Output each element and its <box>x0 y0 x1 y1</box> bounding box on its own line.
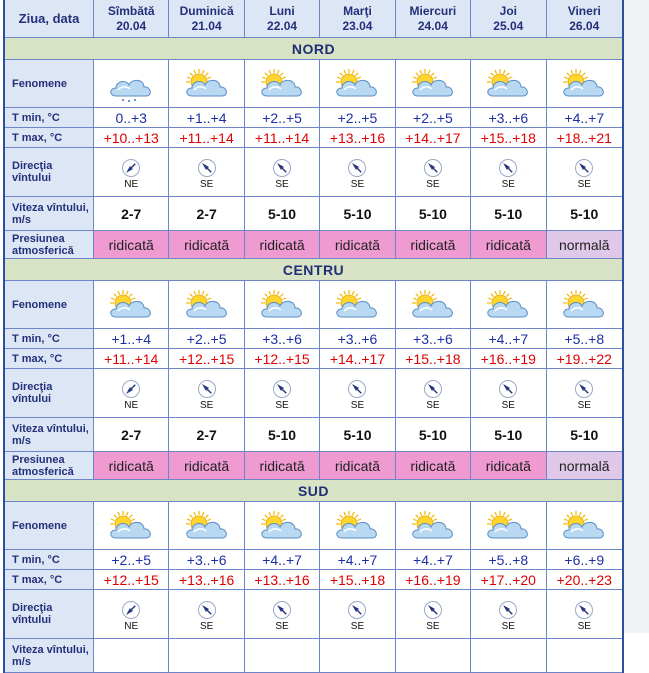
wind-direction-value: NE <box>124 399 139 411</box>
wind-speed-value: 5-10 <box>547 418 622 452</box>
compass-arrow-icon <box>396 158 470 178</box>
wind-direction-value: SE <box>275 399 289 411</box>
day-header <box>396 0 471 38</box>
day-header <box>471 0 546 38</box>
pressure-value: normală <box>547 231 622 259</box>
wind-direction-cell <box>396 590 471 639</box>
tmax-value: +20..+23 <box>547 570 622 590</box>
tmax-value: +10..+13 <box>94 128 169 148</box>
day-name: Sîmbătă <box>107 3 155 18</box>
wind-speed-value <box>94 639 169 673</box>
forecast-table <box>3 0 624 673</box>
cloud-light-snow-icon <box>94 65 168 103</box>
weather-cell <box>94 60 169 108</box>
weather-cell <box>245 502 320 550</box>
row-label-tmin: T min, °C <box>5 108 94 128</box>
weather-cell <box>547 502 622 550</box>
wind-speed-value: 2-7 <box>94 418 169 452</box>
row-label-wind-direction: Direcţia vîntului <box>5 590 94 639</box>
tmax-value: +11..+14 <box>94 349 169 369</box>
row-label-fenomene: Fenomene <box>5 281 94 329</box>
wind-direction-value: SE <box>426 620 440 632</box>
wind-direction-cell <box>245 590 320 639</box>
day-name: Miercuri <box>409 3 457 18</box>
wind-direction-cell <box>471 369 546 418</box>
weather-cell <box>396 60 471 108</box>
wind-direction-cell <box>320 369 395 418</box>
tmin-value: +1..+4 <box>94 329 169 349</box>
weather-cell <box>245 60 320 108</box>
wind-speed-value: 5-10 <box>471 197 546 231</box>
tmax-value: +12..+15 <box>245 349 320 369</box>
tmax-value: +13..+16 <box>245 570 320 590</box>
day-date: 24.04 <box>417 18 448 33</box>
partly-cloudy-icon <box>471 286 545 324</box>
wind-speed-value <box>320 639 395 673</box>
wind-speed-value: 5-10 <box>547 197 622 231</box>
weather-cell <box>547 60 622 108</box>
tmin-value: +3..+6 <box>169 550 244 570</box>
row-label-wind-speed: Viteza vîntului, m/s <box>5 418 94 452</box>
wind-direction-value: NE <box>124 620 139 632</box>
pressure-value: ridicată <box>471 452 546 480</box>
tmin-value: +4..+7 <box>471 329 546 349</box>
weather-cell <box>320 281 395 329</box>
partly-cloudy-icon <box>320 65 394 103</box>
day-date: 26.04 <box>569 18 600 33</box>
compass-arrow-icon <box>94 379 168 399</box>
partly-cloudy-icon <box>547 65 622 103</box>
row-label-fenomene: Fenomene <box>5 60 94 108</box>
row-label-pressure: Presiunea atmosferică <box>5 231 94 259</box>
pressure-value: ridicată <box>94 231 169 259</box>
day-date: 25.04 <box>493 18 524 33</box>
compass-arrow-icon <box>471 379 545 399</box>
compass-arrow-icon <box>94 158 168 178</box>
partly-cloudy-icon <box>471 507 545 545</box>
row-label-tmax: T max, °C <box>5 349 94 369</box>
tmax-value: +15..+18 <box>320 570 395 590</box>
wind-speed-value: 5-10 <box>471 418 546 452</box>
pressure-value: ridicată <box>396 231 471 259</box>
tmin-value: +2..+5 <box>169 329 244 349</box>
wind-speed-value: 5-10 <box>245 197 320 231</box>
tmin-value: +2..+5 <box>320 108 395 128</box>
partly-cloudy-icon <box>169 286 243 324</box>
wind-direction-cell <box>547 148 622 197</box>
wind-direction-value: SE <box>350 399 365 411</box>
partly-cloudy-icon <box>245 65 319 103</box>
tmin-value: +3..+6 <box>320 329 395 349</box>
partly-cloudy-icon <box>169 65 243 103</box>
day-header <box>547 0 622 38</box>
wind-speed-value: 2-7 <box>169 418 244 452</box>
day-date: 21.04 <box>191 18 222 33</box>
page-side-strip <box>623 0 649 633</box>
partly-cloudy-icon <box>396 65 470 103</box>
region-title: SUD <box>5 480 622 502</box>
row-label-wind-direction: Direcţia vîntului <box>5 148 94 197</box>
wind-direction-cell <box>94 590 169 639</box>
wind-direction-cell <box>169 148 244 197</box>
compass-arrow-icon <box>320 158 394 178</box>
tmin-value: +4..+7 <box>547 108 622 128</box>
weather-cell <box>320 502 395 550</box>
wind-direction-cell <box>547 369 622 418</box>
weather-cell <box>320 60 395 108</box>
wind-direction-value: SE <box>275 620 289 632</box>
tmax-value: +15..+18 <box>471 128 546 148</box>
tmin-value: +3..+6 <box>396 329 471 349</box>
tmin-value: +2..+5 <box>245 108 320 128</box>
day-name: Luni <box>269 3 295 18</box>
wind-direction-value: SE <box>577 178 591 190</box>
wind-speed-value <box>547 639 622 673</box>
partly-cloudy-icon <box>396 507 470 545</box>
day-name: Marţi <box>343 3 372 18</box>
wind-direction-cell <box>94 369 169 418</box>
tmin-value: +4..+7 <box>396 550 471 570</box>
day-date: 23.04 <box>342 18 373 33</box>
pressure-value: ridicată <box>94 452 169 480</box>
tmax-value: +15..+18 <box>396 349 471 369</box>
weather-cell <box>547 281 622 329</box>
weather-cell <box>169 60 244 108</box>
row-label-fenomene: Fenomene <box>5 502 94 550</box>
compass-arrow-icon <box>396 600 470 620</box>
compass-arrow-icon <box>547 600 622 620</box>
tmin-value: +4..+7 <box>245 550 320 570</box>
tmin-value: +1..+4 <box>169 108 244 128</box>
pressure-value: ridicată <box>396 452 471 480</box>
weather-cell <box>94 281 169 329</box>
row-label-pressure: Presiunea atmosferică <box>5 452 94 480</box>
wind-speed-value <box>169 639 244 673</box>
row-label-tmin: T min, °C <box>5 329 94 349</box>
partly-cloudy-icon <box>396 286 470 324</box>
weather-cell <box>396 502 471 550</box>
pressure-value: ridicată <box>169 231 244 259</box>
compass-arrow-icon <box>169 158 243 178</box>
wind-direction-value: SE <box>275 178 289 190</box>
tmax-value: +16..+19 <box>471 349 546 369</box>
partly-cloudy-icon <box>245 286 319 324</box>
wind-direction-value: SE <box>426 399 440 411</box>
wind-speed-value <box>396 639 471 673</box>
day-date: 22.04 <box>267 18 298 33</box>
wind-direction-value: SE <box>199 178 214 190</box>
tmin-value: +6..+9 <box>547 550 622 570</box>
weather-cell <box>471 502 546 550</box>
tmin-value: +2..+5 <box>94 550 169 570</box>
wind-direction-cell <box>471 590 546 639</box>
wind-direction-cell <box>547 590 622 639</box>
wind-direction-value: SE <box>426 178 440 190</box>
wind-direction-cell <box>245 148 320 197</box>
tmin-value: 0..+3 <box>94 108 169 128</box>
partly-cloudy-icon <box>320 286 394 324</box>
compass-arrow-icon <box>94 600 168 620</box>
row-label-tmax: T max, °C <box>5 128 94 148</box>
day-header <box>245 0 320 38</box>
row-label-tmin: T min, °C <box>5 550 94 570</box>
partly-cloudy-icon <box>245 507 319 545</box>
compass-arrow-icon <box>396 379 470 399</box>
day-date: 20.04 <box>116 18 147 33</box>
weather-cell <box>471 60 546 108</box>
region-title: NORD <box>5 38 622 60</box>
weather-cell <box>396 281 471 329</box>
wind-speed-value <box>245 639 320 673</box>
tmax-value: +14..+17 <box>396 128 471 148</box>
region-title: CENTRU <box>5 259 622 281</box>
wind-direction-value: SE <box>350 620 365 632</box>
tmax-value: +13..+16 <box>320 128 395 148</box>
tmax-value: +17..+20 <box>471 570 546 590</box>
compass-arrow-icon <box>245 379 319 399</box>
tmax-value: +11..+14 <box>169 128 244 148</box>
weather-cell <box>245 281 320 329</box>
wind-direction-value: SE <box>577 620 591 632</box>
wind-direction-value: SE <box>501 178 515 190</box>
wind-direction-value: SE <box>199 620 214 632</box>
tmax-value: +11..+14 <box>245 128 320 148</box>
wind-direction-value: NE <box>124 178 139 190</box>
wind-speed-value: 5-10 <box>396 197 471 231</box>
wind-direction-cell <box>245 369 320 418</box>
partly-cloudy-icon <box>471 65 545 103</box>
tmax-value: +18..+21 <box>547 128 622 148</box>
tmax-value: +19..+22 <box>547 349 622 369</box>
compass-arrow-icon <box>471 158 545 178</box>
tmin-value: +5..+8 <box>547 329 622 349</box>
day-header <box>94 0 169 38</box>
weather-cell <box>169 281 244 329</box>
pressure-value: ridicată <box>320 231 395 259</box>
wind-direction-cell <box>320 590 395 639</box>
pressure-value: ridicată <box>169 452 244 480</box>
day-header <box>320 0 395 38</box>
partly-cloudy-icon <box>94 507 168 545</box>
pressure-value: ridicată <box>245 231 320 259</box>
wind-direction-value: SE <box>577 399 591 411</box>
day-header <box>169 0 244 38</box>
partly-cloudy-icon <box>547 286 622 324</box>
tmin-value: +2..+5 <box>396 108 471 128</box>
tmax-value: +12..+15 <box>94 570 169 590</box>
wind-speed-value: 5-10 <box>320 418 395 452</box>
wind-direction-cell <box>320 148 395 197</box>
day-name: Joi <box>499 3 517 18</box>
tmax-value: +12..+15 <box>169 349 244 369</box>
compass-arrow-icon <box>547 379 622 399</box>
compass-arrow-icon <box>471 600 545 620</box>
weather-cell <box>94 502 169 550</box>
compass-arrow-icon <box>547 158 622 178</box>
wind-direction-value: SE <box>501 620 515 632</box>
compass-arrow-icon <box>169 600 243 620</box>
compass-arrow-icon <box>245 158 319 178</box>
tmax-value: +16..+19 <box>396 570 471 590</box>
wind-direction-cell <box>396 369 471 418</box>
pressure-value: ridicată <box>471 231 546 259</box>
partly-cloudy-icon <box>547 507 622 545</box>
tmin-value: +3..+6 <box>471 108 546 128</box>
weather-cell <box>471 281 546 329</box>
pressure-value: ridicată <box>320 452 395 480</box>
wind-direction-value: SE <box>350 178 365 190</box>
tmax-value: +14..+17 <box>320 349 395 369</box>
wind-speed-value: 2-7 <box>94 197 169 231</box>
partly-cloudy-icon <box>94 286 168 324</box>
wind-direction-value: SE <box>501 399 515 411</box>
compass-arrow-icon <box>169 379 243 399</box>
tmin-value: +5..+8 <box>471 550 546 570</box>
row-label-wind-direction: Direcţia vîntului <box>5 369 94 418</box>
wind-direction-cell <box>169 369 244 418</box>
partly-cloudy-icon <box>169 507 243 545</box>
row-label-wind-speed: Viteza vîntului, m/s <box>5 639 94 673</box>
wind-speed-value: 5-10 <box>396 418 471 452</box>
pressure-value: ridicată <box>245 452 320 480</box>
wind-speed-value: 5-10 <box>245 418 320 452</box>
row-label-tmax: T max, °C <box>5 570 94 590</box>
wind-direction-cell <box>169 590 244 639</box>
day-name: Vineri <box>567 3 601 18</box>
wind-direction-cell <box>471 148 546 197</box>
wind-speed-value: 5-10 <box>320 197 395 231</box>
wind-direction-cell <box>94 148 169 197</box>
compass-arrow-icon <box>320 600 394 620</box>
row-label-wind-speed: Viteza vîntului, m/s <box>5 197 94 231</box>
tmax-value: +13..+16 <box>169 570 244 590</box>
compass-arrow-icon <box>245 600 319 620</box>
wind-speed-value: 2-7 <box>169 197 244 231</box>
tmin-value: +4..+7 <box>320 550 395 570</box>
day-name: Duminică <box>179 3 234 18</box>
weather-cell <box>169 502 244 550</box>
wind-direction-value: SE <box>199 399 214 411</box>
tmin-value: +3..+6 <box>245 329 320 349</box>
pressure-value: normală <box>547 452 622 480</box>
wind-speed-value <box>471 639 546 673</box>
compass-arrow-icon <box>320 379 394 399</box>
header-corner-label: Ziua, data <box>5 0 94 38</box>
partly-cloudy-icon <box>320 507 394 545</box>
wind-direction-cell <box>396 148 471 197</box>
